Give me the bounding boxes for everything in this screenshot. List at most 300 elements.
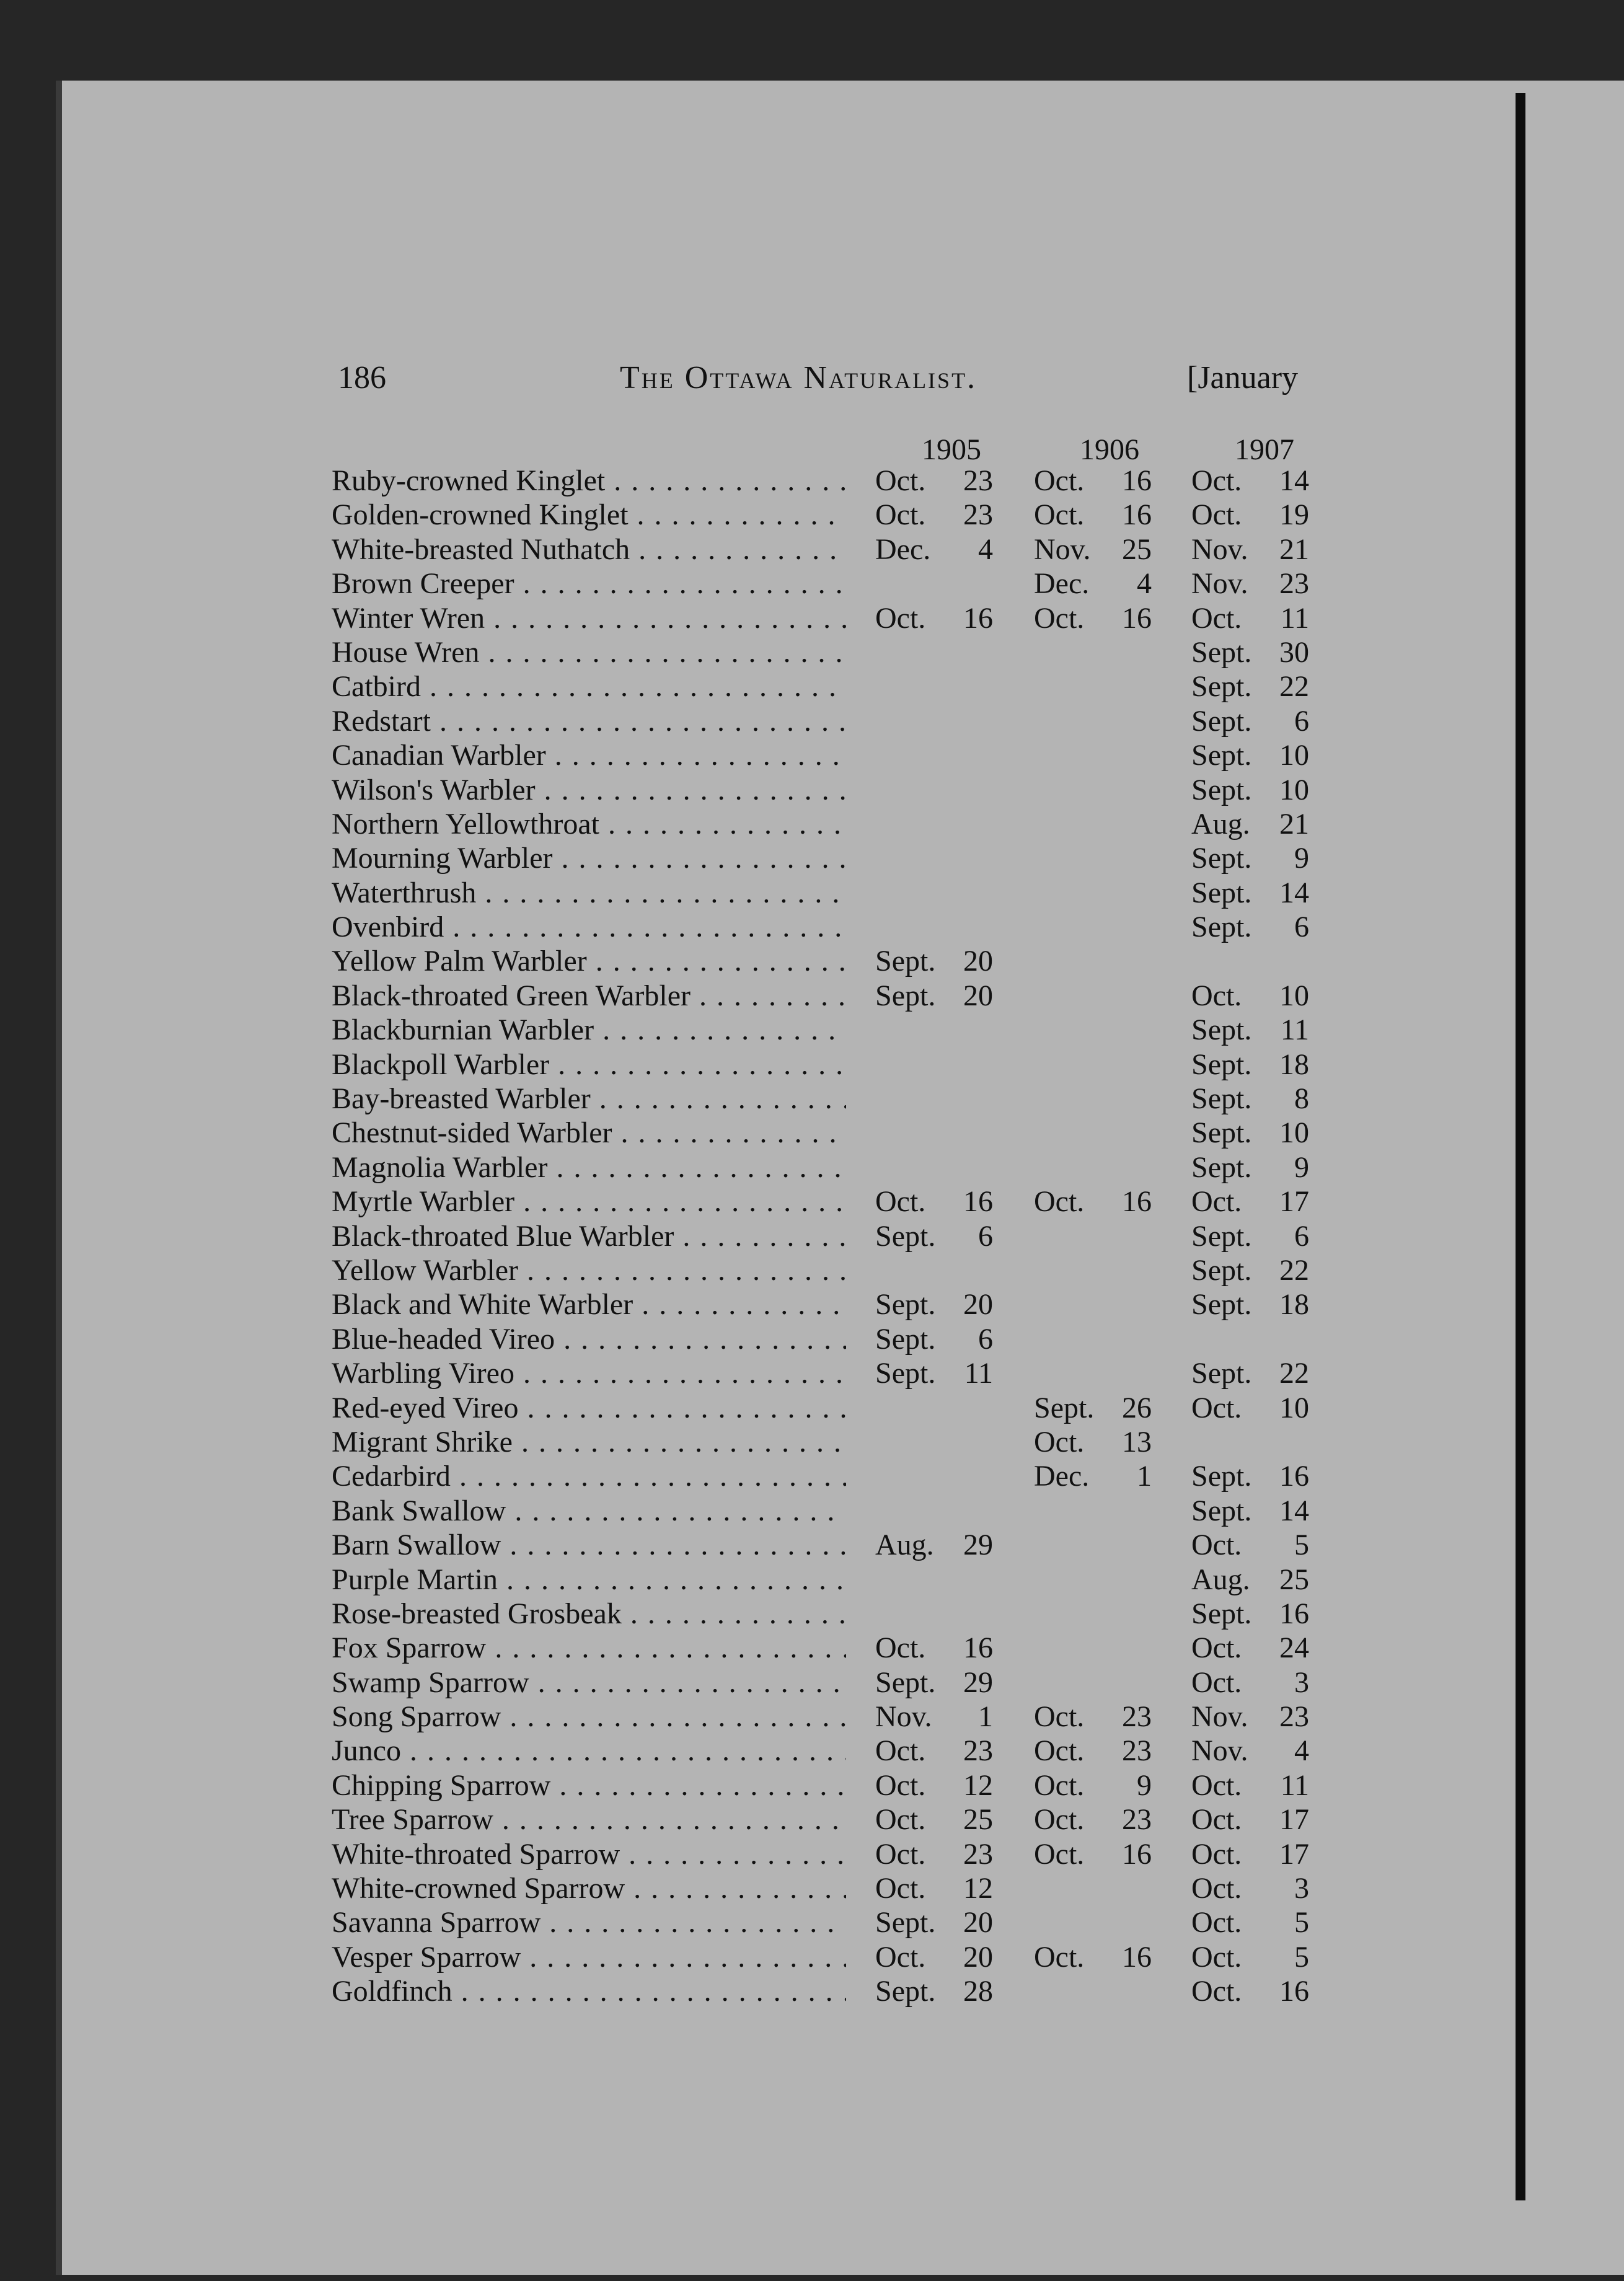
month-part: Oct. <box>1191 1837 1242 1871</box>
date-cell-1905 <box>875 1631 1012 1665</box>
month-part: Oct. <box>875 1768 926 1802</box>
month-part: Oct. <box>1191 1185 1242 1219</box>
table-row <box>0 1150 1624 1185</box>
date-cell-1906 <box>1034 1734 1170 1768</box>
month-part: Oct. <box>875 1872 926 1905</box>
month-part: Sept. <box>1191 1253 1252 1287</box>
species-name: White-breasted Nuthatch . . . <box>332 532 846 567</box>
year-header: 1907 <box>1235 433 1294 466</box>
month-part: Oct. <box>1034 1837 1085 1871</box>
day-part: 23 <box>1122 1803 1152 1837</box>
day-part: 5 <box>1294 1906 1309 1939</box>
month-part: Sept. <box>1191 1597 1252 1630</box>
day-part: 26 <box>1122 1391 1152 1424</box>
month-part: Oct. <box>1034 601 1085 635</box>
species-name: White-throated Sparrow . . . <box>332 1837 846 1871</box>
day-part: 29 <box>963 1666 993 1699</box>
date-cell-1907 <box>1191 704 1328 738</box>
species-name: Bay-breasted Warbler . . . <box>332 1082 846 1116</box>
day-part: 4 <box>1137 567 1152 601</box>
month-part: Sept. <box>1191 1494 1252 1527</box>
date-cell-1907 <box>1191 1219 1328 1253</box>
table-row <box>0 498 1624 532</box>
date-cell-1905 <box>875 1185 1012 1219</box>
date-cell-1907 <box>1191 1940 1328 1974</box>
day-part: 16 <box>1122 601 1152 635</box>
year-header: 1905 <box>922 433 981 466</box>
running-header <box>338 360 1323 403</box>
date-cell-1906 <box>1034 498 1170 532</box>
species-name: Canadian Warbler . . . <box>332 738 846 772</box>
table-row <box>0 910 1624 944</box>
species-name: Migrant Shrike . . . <box>332 1425 846 1459</box>
date-cell-1907 <box>1191 567 1328 601</box>
table-row <box>0 876 1624 910</box>
date-cell-1907 <box>1191 1905 1328 1939</box>
month-part: Sept. <box>875 1357 936 1390</box>
month-part: Sept. <box>875 979 936 1012</box>
day-part: 18 <box>1279 1288 1309 1321</box>
day-part: 5 <box>1294 1529 1309 1562</box>
date-cell-1906 <box>1034 1391 1170 1425</box>
day-part: 6 <box>1294 911 1309 944</box>
species-name: Goldfinch . . . <box>332 1974 846 2008</box>
day-part: 22 <box>1279 670 1309 704</box>
day-part: 8 <box>1294 1082 1309 1116</box>
year-header: 1906 <box>1080 433 1139 466</box>
species-name: House Wren . . . <box>332 635 846 669</box>
day-part: 22 <box>1279 1357 1309 1390</box>
species-name: White-crowned Sparrow . . . <box>332 1871 846 1905</box>
day-part: 17 <box>1279 1185 1309 1219</box>
date-cell-1905 <box>875 944 1012 978</box>
month-part: Nov. <box>1034 532 1091 566</box>
date-cell-1905 <box>875 601 1012 635</box>
month-part: Dec. <box>1034 1460 1090 1493</box>
day-part: 20 <box>963 979 993 1012</box>
month-part: Dec. <box>875 532 931 566</box>
date-cell-1907 <box>1191 1356 1328 1390</box>
day-part: 19 <box>1279 498 1309 532</box>
date-cell-1905 <box>875 532 1012 567</box>
table-row <box>0 669 1624 704</box>
month-part: Oct. <box>1191 601 1242 635</box>
month-part: Nov. <box>1191 532 1248 566</box>
table-row <box>0 1253 1624 1287</box>
date-cell-1907 <box>1191 635 1328 669</box>
month-part: Aug. <box>875 1529 934 1562</box>
species-name: Chipping Sparrow . . . <box>332 1768 846 1802</box>
month-part: Sept. <box>1191 1219 1252 1253</box>
month-part: Sept. <box>1191 1460 1252 1493</box>
table-row <box>0 1356 1624 1390</box>
day-part: 10 <box>1279 773 1309 806</box>
date-cell-1906 <box>1034 1802 1170 1837</box>
day-part: 14 <box>1279 876 1309 909</box>
day-part: 6 <box>1294 704 1309 738</box>
date-cell-1905 <box>875 1734 1012 1768</box>
date-cell-1906 <box>1034 1459 1170 1493</box>
species-name: Blackpoll Warbler . . . <box>332 1048 846 1082</box>
species-name: Bank Swallow . . . <box>332 1494 846 1528</box>
day-part: 16 <box>1122 1837 1152 1871</box>
month-part: Oct. <box>1191 1940 1242 1974</box>
table-row <box>0 1082 1624 1116</box>
month-part: Oct. <box>875 464 926 497</box>
day-part: 5 <box>1294 1940 1309 1974</box>
day-part: 16 <box>1122 464 1152 497</box>
month-part: Oct. <box>1191 1803 1242 1837</box>
month-part: Oct. <box>1034 498 1085 532</box>
day-part: 16 <box>1122 498 1152 532</box>
table-row <box>0 979 1624 1013</box>
month-part: Sept. <box>1191 842 1252 875</box>
species-name: Yellow Warbler . . . <box>332 1253 846 1287</box>
table-row <box>0 1528 1624 1562</box>
table-row <box>0 1837 1624 1871</box>
month-part: Oct. <box>1034 1425 1085 1458</box>
table-row <box>0 532 1624 567</box>
species-name: Red-eyed Vireo . . . <box>332 1391 846 1425</box>
date-cell-1905 <box>875 1356 1012 1390</box>
month-part: Oct. <box>875 498 926 532</box>
day-part: 14 <box>1279 1494 1309 1527</box>
date-cell-1905 <box>875 979 1012 1013</box>
day-part: 3 <box>1294 1666 1309 1699</box>
month-part: Sept. <box>1191 1116 1252 1150</box>
species-name: Song Sparrow . . . <box>332 1700 846 1734</box>
date-cell-1907 <box>1191 1597 1328 1631</box>
date-cell-1905 <box>875 1837 1012 1871</box>
species-name: Blue-headed Vireo . . . <box>332 1322 846 1356</box>
day-part: 23 <box>1122 1700 1152 1734</box>
table-row <box>0 1013 1624 1047</box>
table-row <box>0 841 1624 875</box>
species-name: Fox Sparrow . . . <box>332 1631 846 1665</box>
day-part: 20 <box>963 1906 993 1939</box>
date-cell-1905 <box>875 498 1012 532</box>
day-part: 11 <box>1280 1768 1309 1802</box>
table-row <box>0 1116 1624 1150</box>
day-part: 30 <box>1279 635 1309 669</box>
date-cell-1907 <box>1191 1391 1328 1425</box>
date-cell-1907 <box>1191 1494 1328 1528</box>
day-part: 11 <box>1280 1013 1309 1047</box>
day-part: 11 <box>964 1357 993 1390</box>
day-part: 10 <box>1279 1391 1309 1424</box>
day-part: 16 <box>963 1631 993 1665</box>
date-cell-1905 <box>875 1287 1012 1321</box>
table-row <box>0 1940 1624 1974</box>
date-cell-1906 <box>1034 1700 1170 1734</box>
day-part: 6 <box>978 1219 993 1253</box>
date-cell-1905 <box>875 1322 1012 1356</box>
day-part: 9 <box>1294 1150 1309 1184</box>
date-cell-1907 <box>1191 1631 1328 1665</box>
day-part: 16 <box>1279 1460 1309 1493</box>
day-part: 20 <box>963 1940 993 1974</box>
day-part: 23 <box>963 1734 993 1768</box>
date-cell-1907 <box>1191 1013 1328 1047</box>
date-cell-1907 <box>1191 1253 1328 1287</box>
month-part: Oct. <box>1191 1906 1242 1939</box>
date-cell-1907 <box>1191 1082 1328 1116</box>
date-cell-1907 <box>1191 1802 1328 1837</box>
day-part: 28 <box>963 1975 993 2008</box>
month-part: Oct. <box>1034 1700 1085 1734</box>
species-name: Catbird . . . <box>332 669 846 704</box>
date-cell-1906 <box>1034 1768 1170 1802</box>
species-name: Wilson's Warbler . . . <box>332 773 846 807</box>
date-cell-1907 <box>1191 1185 1328 1219</box>
month-part: Nov. <box>1191 1734 1248 1768</box>
month-part: Aug. <box>1191 807 1250 840</box>
table-row <box>0 1974 1624 2008</box>
date-cell-1907 <box>1191 1974 1328 2008</box>
day-part: 17 <box>1279 1837 1309 1871</box>
date-cell-1906 <box>1034 464 1170 498</box>
day-part: 6 <box>978 1322 993 1356</box>
day-part: 23 <box>1279 1700 1309 1734</box>
day-part: 14 <box>1279 464 1309 497</box>
date-cell-1907 <box>1191 1116 1328 1150</box>
month-part: Oct. <box>875 1185 926 1219</box>
table-row <box>0 1185 1624 1219</box>
date-cell-1905 <box>875 1768 1012 1802</box>
day-part: 16 <box>1279 1975 1309 2008</box>
month-part: Sept. <box>875 1906 936 1939</box>
table-row <box>0 704 1624 738</box>
table-row <box>0 1700 1624 1734</box>
month-part: Oct. <box>1191 1631 1242 1665</box>
species-name: Black and White Warbler . . . <box>332 1287 846 1321</box>
table-row <box>0 1048 1624 1082</box>
day-part: 11 <box>1280 601 1309 635</box>
month-part: Oct. <box>1034 1734 1085 1768</box>
species-name: Magnolia Warbler . . . <box>332 1150 846 1185</box>
species-name: Black-throated Blue Warbler . . . <box>332 1219 846 1253</box>
table-row <box>0 1563 1624 1597</box>
day-part: 9 <box>1294 842 1309 875</box>
day-part: 10 <box>1279 1116 1309 1150</box>
table-row <box>0 773 1624 807</box>
date-cell-1907 <box>1191 1768 1328 1802</box>
month-part: Oct. <box>1034 464 1085 497</box>
date-cell-1905 <box>875 1871 1012 1905</box>
month-part: Oct. <box>1191 1975 1242 2008</box>
species-name: Winter Wren . . . <box>332 601 846 635</box>
journal-title: The Ottawa Naturalist. <box>620 360 977 395</box>
day-part: 16 <box>1122 1185 1152 1219</box>
day-part: 16 <box>1122 1940 1152 1974</box>
month-part: Dec. <box>1034 567 1090 601</box>
day-part: 3 <box>1294 1872 1309 1905</box>
month-part: Oct. <box>1191 1391 1242 1424</box>
month-part: Sept. <box>875 1666 936 1699</box>
month-part: Oct. <box>1191 498 1242 532</box>
date-cell-1906 <box>1034 1837 1170 1871</box>
month-part: Oct. <box>1034 1803 1085 1837</box>
date-cell-1906 <box>1034 1940 1170 1974</box>
table-row <box>0 1287 1624 1321</box>
day-part: 9 <box>1137 1768 1152 1802</box>
table-row <box>0 1597 1624 1631</box>
month-part: Sept. <box>1191 911 1252 944</box>
species-name: Chestnut-sided Warbler . . . <box>332 1116 846 1150</box>
day-part: 21 <box>1279 532 1309 566</box>
day-part: 23 <box>1122 1734 1152 1768</box>
species-name: Black-throated Green Warbler . . . <box>332 979 846 1013</box>
table-row <box>0 601 1624 635</box>
month-part: Sept. <box>1191 670 1252 704</box>
date-cell-1907 <box>1191 841 1328 875</box>
day-part: 16 <box>1279 1597 1309 1630</box>
species-name: Warbling Vireo . . . <box>332 1356 846 1390</box>
month-part: Oct. <box>1034 1940 1085 1974</box>
date-cell-1907 <box>1191 1528 1328 1562</box>
species-name: Vesper Sparrow . . . <box>332 1940 846 1974</box>
date-cell-1907 <box>1191 1700 1328 1734</box>
date-cell-1907 <box>1191 1871 1328 1905</box>
month-part: Sept. <box>1191 1082 1252 1116</box>
species-name: Redstart . . . <box>332 704 846 738</box>
date-cell-1906 <box>1034 567 1170 601</box>
day-part: 23 <box>963 498 993 532</box>
month-part: Nov. <box>1191 1700 1248 1734</box>
day-part: 10 <box>1279 979 1309 1012</box>
species-name: Myrtle Warbler . . . <box>332 1185 846 1219</box>
date-cell-1907 <box>1191 807 1328 841</box>
species-name: Brown Creeper . . . <box>332 567 846 601</box>
date-cell-1907 <box>1191 532 1328 567</box>
species-name: Ruby-crowned Kinglet . . . <box>332 464 846 498</box>
date-cell-1907 <box>1191 1837 1328 1871</box>
day-part: 29 <box>963 1529 993 1562</box>
species-name: Barn Swallow . . . <box>332 1528 846 1562</box>
month-part: Sept. <box>875 945 936 978</box>
date-cell-1906 <box>1034 601 1170 635</box>
day-part: 23 <box>963 1837 993 1871</box>
table-row <box>0 1391 1624 1425</box>
day-part: 17 <box>1279 1803 1309 1837</box>
month-part: Nov. <box>1191 567 1248 601</box>
month-part: Sept. <box>1191 739 1252 772</box>
month-part: Sept. <box>1191 876 1252 909</box>
table-row <box>0 1768 1624 1802</box>
month-part: Oct. <box>1191 1529 1242 1562</box>
month-part: Aug. <box>1191 1563 1250 1596</box>
month-part: Oct. <box>1191 1872 1242 1905</box>
date-cell-1906 <box>1034 1425 1170 1459</box>
species-name: Ovenbird . . . <box>332 910 846 944</box>
species-name: Savanna Sparrow . . . <box>332 1905 846 1939</box>
species-name: Blackburnian Warbler . . . <box>332 1013 846 1047</box>
date-cell-1905 <box>875 1802 1012 1837</box>
month-part: Sept. <box>875 1975 936 2008</box>
day-part: 24 <box>1279 1631 1309 1665</box>
table-row <box>0 1494 1624 1528</box>
species-name: Junco . . . <box>332 1734 846 1768</box>
day-part: 6 <box>1294 1219 1309 1253</box>
date-cell-1907 <box>1191 1048 1328 1082</box>
month-part: Sept. <box>1191 773 1252 806</box>
month-part: Nov. <box>875 1700 932 1734</box>
month-part: Sept. <box>1191 1048 1252 1081</box>
species-name: Mourning Warbler . . . <box>332 841 846 875</box>
month-part: Oct. <box>875 1631 926 1665</box>
table-row <box>0 1802 1624 1837</box>
date-cell-1905 <box>875 1905 1012 1939</box>
date-cell-1907 <box>1191 979 1328 1013</box>
date-cell-1907 <box>1191 601 1328 635</box>
date-cell-1905 <box>875 1700 1012 1734</box>
date-cell-1905 <box>875 1974 1012 2008</box>
species-name: Purple Martin . . . <box>332 1563 846 1597</box>
table-row <box>0 1219 1624 1253</box>
table-row <box>0 944 1624 978</box>
day-part: 13 <box>1122 1425 1152 1458</box>
date-cell-1905 <box>875 1219 1012 1253</box>
species-name: Golden-crowned Kinglet . . . <box>332 498 846 532</box>
date-cell-1905 <box>875 1666 1012 1700</box>
table-row <box>0 807 1624 841</box>
month-part: Sept. <box>875 1219 936 1253</box>
date-cell-1907 <box>1191 669 1328 704</box>
date-cell-1907 <box>1191 910 1328 944</box>
table-row <box>0 1631 1624 1665</box>
departure-table <box>0 464 1624 2009</box>
month-part: Oct. <box>875 1734 926 1768</box>
month-part: Oct. <box>875 1803 926 1837</box>
species-name: Tree Sparrow . . . <box>332 1802 846 1837</box>
table-row <box>0 738 1624 772</box>
date-cell-1905 <box>875 1940 1012 1974</box>
month-part: Sept. <box>1191 1288 1252 1321</box>
date-cell-1905 <box>875 464 1012 498</box>
day-part: 22 <box>1279 1253 1309 1287</box>
month-part: Oct. <box>1191 464 1242 497</box>
date-cell-1905 <box>875 1528 1012 1562</box>
month-part: Sept. <box>875 1288 936 1321</box>
species-name: Northern Yellowthroat . . . <box>332 807 846 841</box>
table-row <box>0 1322 1624 1356</box>
species-name: Rose-breasted Grosbeak . . . <box>332 1597 846 1631</box>
month-part: Oct. <box>875 1837 926 1871</box>
date-cell-1907 <box>1191 1459 1328 1493</box>
day-part: 1 <box>978 1700 993 1734</box>
day-part: 10 <box>1279 739 1309 772</box>
day-part: 25 <box>1122 532 1152 566</box>
issue-month: [January <box>1187 360 1299 395</box>
species-name: Swamp Sparrow . . . <box>332 1666 846 1700</box>
month-part: Sept. <box>1191 1013 1252 1047</box>
date-cell-1907 <box>1191 498 1328 532</box>
date-cell-1906 <box>1034 1185 1170 1219</box>
table-row <box>0 464 1624 498</box>
species-name: Yellow Palm Warbler . . . <box>332 944 846 978</box>
date-cell-1907 <box>1191 464 1328 498</box>
month-part: Oct. <box>1034 1768 1085 1802</box>
date-cell-1907 <box>1191 876 1328 910</box>
page-number: 186 <box>338 360 386 395</box>
date-cell-1907 <box>1191 1150 1328 1185</box>
month-part: Oct. <box>1191 1666 1242 1699</box>
table-row <box>0 1871 1624 1905</box>
table-row <box>0 567 1624 601</box>
day-part: 20 <box>963 945 993 978</box>
day-part: 20 <box>963 1288 993 1321</box>
table-row <box>0 1666 1624 1700</box>
